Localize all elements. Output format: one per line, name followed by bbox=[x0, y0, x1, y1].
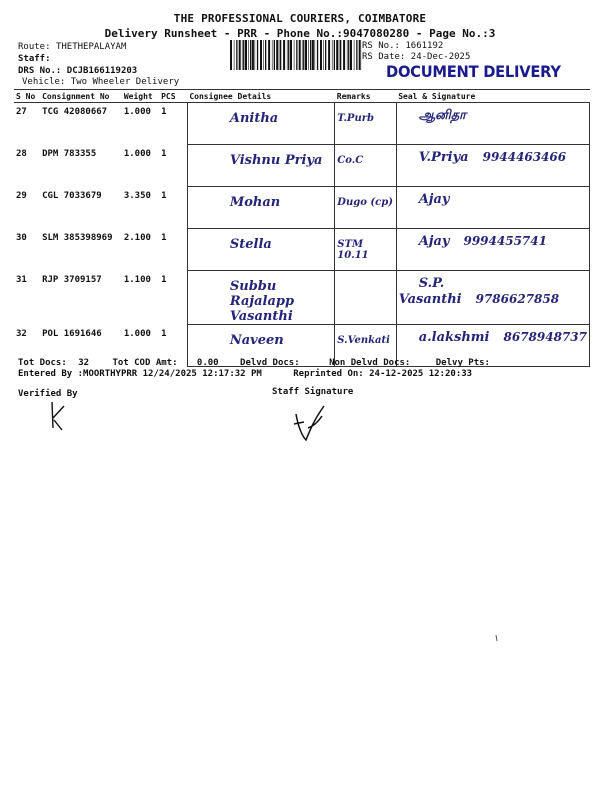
rs-date-label: RS Date: bbox=[362, 52, 406, 62]
table-row bbox=[14, 103, 590, 145]
verified-by-label: Verified By bbox=[18, 389, 78, 399]
cell-seal-text: V.Priya bbox=[418, 150, 469, 165]
cell-seal-phone: 9944463466 bbox=[482, 150, 567, 164]
cell-seal-text: S.P. Vasanthi bbox=[398, 276, 462, 307]
cell-weight bbox=[122, 145, 159, 187]
table-row bbox=[14, 145, 590, 187]
cell-pcs bbox=[159, 145, 187, 187]
table-row bbox=[14, 187, 590, 229]
table-row bbox=[14, 271, 590, 325]
cell-sno-text: 29 bbox=[16, 190, 27, 201]
non-delvd-docs-label: Non Delvd Docs: bbox=[329, 358, 411, 368]
cell-weight-text: 3.350 bbox=[123, 190, 151, 201]
cell-seal-text: Ajay bbox=[418, 234, 450, 249]
cell-weight-text: 1.000 bbox=[123, 148, 151, 159]
cell-weight bbox=[122, 103, 159, 145]
cell-sno bbox=[14, 229, 40, 271]
cell-sno bbox=[14, 145, 40, 187]
rs-date-line bbox=[362, 52, 470, 62]
cell-sno bbox=[14, 103, 40, 145]
cell-consignment-no bbox=[40, 103, 122, 145]
col-seal: Seal & Signature bbox=[396, 90, 589, 103]
reprinted-label: Reprinted On: bbox=[293, 369, 364, 379]
runsheet-table bbox=[14, 89, 590, 367]
entered-by-label: Entered By : bbox=[18, 369, 84, 379]
cell-remarks-text: Co.C bbox=[337, 155, 364, 166]
cell-seal-phone: 9994455741 bbox=[463, 234, 547, 248]
cell-sno bbox=[14, 187, 40, 229]
cell-sno-text: 27 bbox=[16, 107, 27, 117]
cell-remarks bbox=[335, 145, 396, 187]
cell-remarks-text: STM 10.11 bbox=[337, 239, 369, 261]
tot-cod-label: Tot COD Amt: bbox=[112, 358, 178, 368]
col-consignee: Consignee Details bbox=[187, 90, 334, 103]
cell-remarks-text: T.Purb bbox=[337, 113, 374, 124]
cell-consignee bbox=[187, 271, 334, 325]
cell-pcs bbox=[159, 103, 187, 145]
table-header-row bbox=[14, 90, 590, 103]
vehicle-line bbox=[22, 77, 179, 87]
delvd-docs-label: Delvd Docs: bbox=[240, 358, 300, 368]
verified-signature-mark bbox=[40, 398, 70, 432]
cell-seal-text: a.lakshmi bbox=[418, 330, 490, 345]
cell-consignment-no-text: DPM 783355 bbox=[42, 148, 97, 159]
cell-sno bbox=[14, 271, 40, 325]
cell-weight bbox=[122, 271, 159, 325]
cell-consignee-text: Naveen bbox=[229, 333, 284, 348]
entered-line bbox=[18, 369, 472, 379]
tot-docs-value: 32 bbox=[78, 358, 90, 368]
cell-seal bbox=[396, 271, 589, 325]
cell-remarks-text bbox=[337, 275, 393, 281]
cell-seal bbox=[396, 229, 589, 271]
cell-consignee bbox=[187, 145, 334, 187]
cell-weight bbox=[122, 229, 159, 271]
totals-line bbox=[18, 358, 490, 368]
cell-weight-text: 1.000 bbox=[123, 107, 151, 117]
tot-cod-value: 0.00 bbox=[196, 358, 219, 368]
cell-remarks-text: Dugo (cp) bbox=[337, 197, 393, 208]
route-label: Route: bbox=[18, 42, 51, 52]
cell-consignee bbox=[187, 103, 334, 145]
document-delivery-banner: DOCUMENT DELIVERY bbox=[386, 62, 561, 81]
rs-no-line bbox=[362, 41, 443, 51]
vehicle-label: Vehicle: bbox=[22, 77, 66, 87]
cell-pcs bbox=[159, 271, 187, 325]
cell-consignee-text: Stella bbox=[229, 237, 272, 252]
cell-consignee bbox=[187, 229, 334, 271]
cell-seal-phone: 8678948737 bbox=[503, 330, 587, 344]
staff-signature-mark bbox=[288, 398, 334, 444]
cell-weight bbox=[122, 187, 159, 229]
cell-sno-text: 28 bbox=[16, 148, 27, 159]
cell-consignment-no bbox=[40, 229, 122, 271]
cell-sno-text: 31 bbox=[16, 274, 27, 285]
cell-consignment-no bbox=[40, 187, 122, 229]
cell-pcs bbox=[159, 229, 187, 271]
stray-mark bbox=[494, 634, 500, 642]
cell-remarks bbox=[335, 187, 396, 229]
entered-by-value: MOORTHYPRR 12/24/2025 12:17:32 PM bbox=[83, 369, 262, 379]
tot-docs-label: Tot Docs: bbox=[18, 358, 67, 368]
table-row bbox=[14, 229, 590, 271]
cell-pcs-text: 1 bbox=[161, 148, 167, 159]
staff-signature-label: Staff Signature bbox=[272, 387, 354, 397]
cell-weight-text: 2.100 bbox=[123, 232, 151, 243]
cell-consignment-no bbox=[40, 145, 122, 187]
cell-consignee-text: Subbu Rajalapp Vasanthi bbox=[229, 279, 295, 324]
staff-line bbox=[18, 54, 51, 64]
cell-consignment-no-text: SLM 385398969 bbox=[42, 232, 113, 243]
cell-pcs-text: 1 bbox=[161, 190, 167, 201]
drs-line bbox=[18, 66, 137, 76]
col-remarks: Remarks bbox=[335, 90, 396, 103]
cell-consignment-no-text: TCG 42080667 bbox=[42, 107, 108, 117]
cell-remarks bbox=[335, 229, 396, 271]
cell-consignment-no-text: CGL 7033679 bbox=[42, 190, 102, 201]
rs-no-label: RS No.: bbox=[362, 41, 400, 51]
cell-consignment-no-text: RJP 3709157 bbox=[42, 274, 102, 285]
cell-seal bbox=[396, 103, 589, 145]
cell-remarks bbox=[335, 103, 396, 145]
cell-consignee-text: Vishnu Priya bbox=[229, 153, 323, 168]
cell-pcs bbox=[159, 187, 187, 229]
cell-seal-text: Ajay bbox=[418, 192, 450, 207]
drs-value: DCJB166119203 bbox=[66, 66, 138, 76]
cell-seal-phone: 9786627858 bbox=[475, 292, 560, 306]
cell-seal bbox=[396, 145, 589, 187]
cell-remarks-text: S.Venkati bbox=[337, 335, 390, 346]
cell-sno-text: 30 bbox=[16, 232, 27, 243]
drs-label: DRS No.: bbox=[18, 66, 62, 76]
cell-weight-text: 1.100 bbox=[123, 274, 151, 285]
cell-pcs-text: 1 bbox=[161, 107, 167, 117]
cell-consignment-no bbox=[40, 271, 122, 325]
cell-consignee-text: Mohan bbox=[229, 195, 281, 210]
col-consignment: Consignment No bbox=[40, 90, 122, 103]
col-pcs: PCS bbox=[159, 90, 187, 103]
cell-pcs-text: 1 bbox=[161, 232, 167, 243]
cell-pcs-text: 1 bbox=[161, 274, 167, 285]
cell-pcs-text: 1 bbox=[161, 328, 167, 339]
col-sno: S No bbox=[14, 90, 40, 103]
rs-no-value: 1661192 bbox=[405, 41, 444, 51]
rs-date-value: 24-Dec-2025 bbox=[410, 52, 471, 62]
staff-label: Staff: bbox=[18, 54, 51, 64]
cell-seal-text: ஆனிதா bbox=[418, 108, 466, 123]
cell-seal bbox=[396, 187, 589, 229]
cell-consignee-text: Anitha bbox=[229, 111, 279, 126]
vehicle-value: Two Wheeler Delivery bbox=[70, 77, 180, 87]
cell-consignment-no-text: POL 1691646 bbox=[42, 328, 102, 339]
cell-sno-text: 32 bbox=[16, 328, 27, 339]
reprinted-value: 24-12-2025 12:20:33 bbox=[369, 369, 473, 379]
barcode-image bbox=[230, 40, 362, 70]
col-weight: Weight bbox=[122, 90, 159, 103]
runsheet-subtitle: Delivery Runsheet - PRR - Phone No.:9047080280 - Page No.:3 bbox=[104, 27, 496, 40]
cell-consignee bbox=[187, 187, 334, 229]
company-title: THE PROFESSIONAL COURIERS, COIMBATORE bbox=[173, 12, 427, 25]
cell-weight-text: 1.000 bbox=[123, 328, 151, 339]
route-line bbox=[18, 42, 126, 52]
delvy-pts-label: Delvy Pts: bbox=[435, 358, 490, 368]
route-value: THETHEPALAYAM bbox=[55, 42, 127, 52]
cell-remarks bbox=[335, 271, 396, 325]
